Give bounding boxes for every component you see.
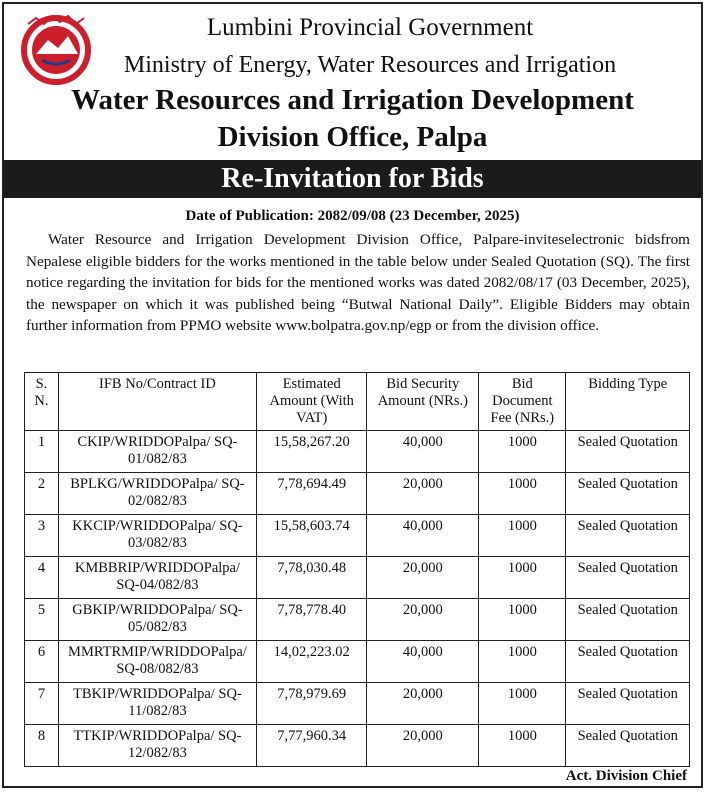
cell-fee: 1000 [479,515,566,557]
cell-ifb: CKIP/WRIDDOPalpa/ SQ-01/082/83 [58,431,256,473]
cell-sn: 1 [25,431,59,473]
cell-type: Sealed Quotation [566,641,690,683]
col-header-sn: S. N. [25,373,59,431]
cell-fee: 1000 [479,725,566,767]
cell-estimate: 15,58,267.20 [256,431,367,473]
government-name: Lumbini Provincial Government [206,14,534,41]
cell-fee: 1000 [479,473,566,515]
col-header-estimate: Estimated Amount (With VAT) [256,373,367,431]
cell-fee: 1000 [479,683,566,725]
cell-fee: 1000 [479,641,566,683]
cell-estimate: 15,58,603.74 [256,515,367,557]
cell-ifb: TTKIP/WRIDDOPalpa/ SQ-12/082/83 [58,725,256,767]
cell-type: Sealed Quotation [566,515,690,557]
office-name-line2: Division Office, Palpa [217,121,488,153]
col-header-security: Bid Security Amount (NRs.) [367,373,479,431]
bids-table [24,372,690,767]
col-header-fee: Bid Document Fee (NRs.) [479,373,566,431]
cell-sn: 4 [25,557,59,599]
cell-type: Sealed Quotation [566,431,690,473]
cell-estimate: 7,78,030.48 [256,557,367,599]
cell-estimate: 7,78,778.40 [256,599,367,641]
table-row [25,557,690,599]
cell-sn: 6 [25,641,59,683]
cell-security: 20,000 [367,557,479,599]
office-name-line1: Water Resources and Irrigation Development [71,84,634,116]
bid-notice [2,2,703,788]
table-row [25,725,690,767]
cell-ifb: KKCIP/WRIDDOPalpa/ SQ-03/082/83 [58,515,256,557]
cell-estimate: 7,77,960.34 [256,725,367,767]
cell-ifb: GBKIP/WRIDDOPalpa/ SQ-05/082/83 [58,599,256,641]
notice-title-banner: Re-Invitation for Bids [4,160,701,198]
table-row [25,515,690,557]
notice-body-text: Water Resource and Irrigation Development Division Office, Palpare-inviteselectronic bidsfrom Nepalese eligible bidders for the works mentioned in the table below under Sealed Quotation (SQ). The first notice regarding the invitation for bids for the mentioned works was dated 2082/08/17 (03 December, 2025), the newspaper on which it was published being “Butwal National Daily”. Eligible Bidders may obtain further information from PPMO website www.bolpatra.gov.np/egp or from the division office. [26,231,690,335]
cell-security: 20,000 [367,683,479,725]
cell-security: 40,000 [367,515,479,557]
col-header-ifb: IFB No/Contract ID [58,373,256,431]
table-row [25,641,690,683]
cell-security: 20,000 [367,599,479,641]
cell-sn: 3 [25,515,59,557]
table-row [25,683,690,725]
cell-sn: 5 [25,599,59,641]
table-header-row [25,373,690,431]
ministry-name: Ministry of Energy, Water Resources and Irrigation [123,52,617,78]
cell-estimate: 7,78,979.69 [256,683,367,725]
cell-sn: 2 [25,473,59,515]
publication-date: Date of Publication: 2082/09/08 (23 December, 2025) [185,208,520,224]
table-row [25,431,690,473]
table-row [25,473,690,515]
cell-security: 40,000 [367,431,479,473]
cell-ifb: BPLKG/WRIDDOPalpa/ SQ-02/082/83 [58,473,256,515]
cell-sn: 8 [25,725,59,767]
cell-type: Sealed Quotation [566,599,690,641]
cell-type: Sealed Quotation [566,683,690,725]
cell-type: Sealed Quotation [566,557,690,599]
cell-security: 20,000 [367,473,479,515]
cell-estimate: 14,02,223.02 [256,641,367,683]
cell-ifb: KMBBRIP/WRIDDOPalpa/ SQ-04/082/83 [58,557,256,599]
table-row [25,599,690,641]
signature-title: Act. Division Chief [565,768,687,784]
cell-ifb: TBKIP/WRIDDOPalpa/ SQ-11/082/83 [58,683,256,725]
cell-type: Sealed Quotation [566,725,690,767]
cell-security: 40,000 [367,641,479,683]
cell-fee: 1000 [479,431,566,473]
cell-security: 20,000 [367,725,479,767]
cell-ifb: MMRTRMIP/WRIDDOPalpa/ SQ-08/082/83 [58,641,256,683]
cell-type: Sealed Quotation [566,473,690,515]
cell-fee: 1000 [479,599,566,641]
col-header-type: Bidding Type [566,373,690,431]
cell-sn: 7 [25,683,59,725]
cell-estimate: 7,78,694.49 [256,473,367,515]
cell-fee: 1000 [479,557,566,599]
